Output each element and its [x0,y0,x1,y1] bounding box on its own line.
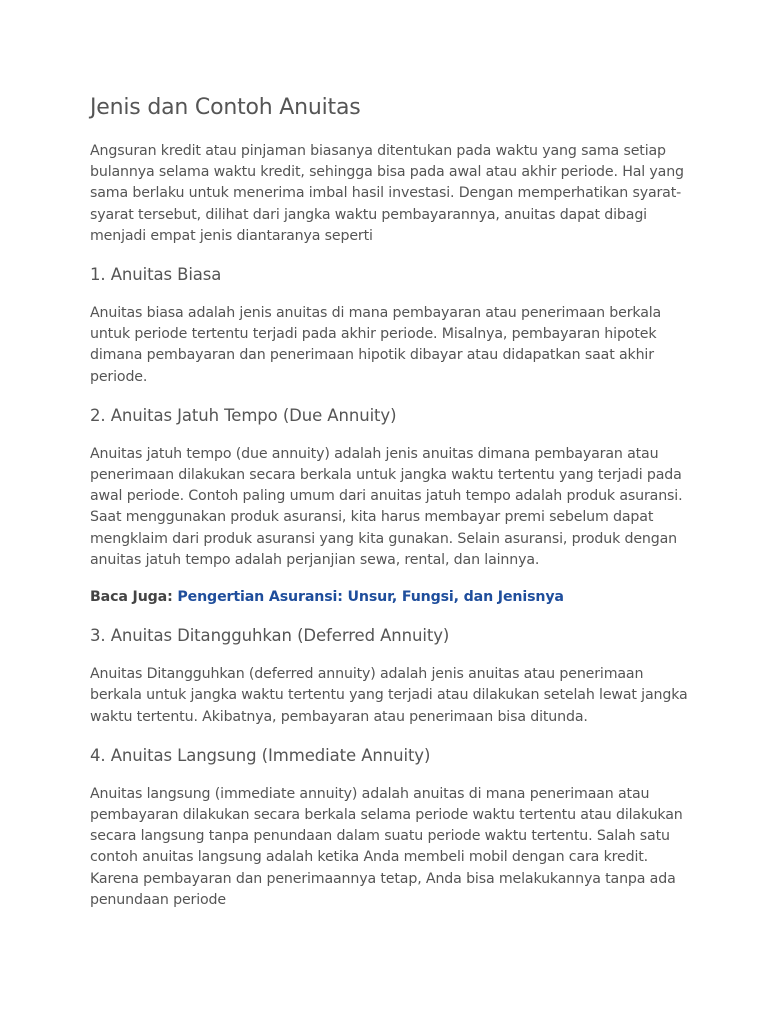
section-body-anuitas-ditangguhkan: Anuitas Ditangguhkan (deferred annuity) adalah jenis anuitas atau penerimaan berkala untuk jangka waktu tertentu yang terjadi atau dilakukan setelah lewat jangka waktu tertentu. Akibatnya, pembayaran atau penerimaan bisa ditunda. [90,666,688,725]
read-also-label: Baca Juga: [90,589,173,606]
intro-paragraph: Angsuran kredit atau pinjaman biasanya ditentukan pada waktu yang sama setiap bulannya selama waktu kredit, sehingga bisa pada awal atau akhir periode. Hal yang sama berlaku untuk menerima imbal hasil investasi. Dengan memperhatikan syarat-syarat tersebut, dilihat dari jangka waktu pembayarannya, anuitas dapat dibagi menjadi empat jenis diantaranya seperti [90,143,684,244]
section-body-anuitas-langsung: Anuitas langsung (immediate annuity) adalah anuitas di mana penerimaan atau pembayaran dilakukan secara berkala selama periode waktu tertentu atau dilakukan secara langsung tanpa penundaan dalam suatu periode waktu tertentu. Salah satu contoh anuitas langsung adalah ketika Anda membeli mobil dengan cara kredit. Karena pembayaran dan penerimaannya tetap, Anda bisa melakukannya tanpa ada penundaan periode [90,785,683,908]
read-also [90,587,690,608]
section-heading-anuitas-langsung: 4. Anuitas Langsung (Immediate Annuity) [90,745,431,765]
section-heading-anuitas-ditangguhkan: 3. Anuitas Ditangguhkan (Deferred Annuity) [90,626,450,646]
section-heading-anuitas-biasa: 1. Anuitas Biasa [90,265,222,285]
article [90,92,690,927]
article-title: Jenis dan Contoh Anuitas [90,95,361,120]
section-body-anuitas-biasa: Anuitas biasa adalah jenis anuitas di mana pembayaran atau penerimaan berkala untuk periode tertentu terjadi pada akhir periode. Misalnya, pembayaran hipotek dimana pembayaran dan penerimaan hipotik dibayar atau didapatkan saat akhir periode. [90,305,662,385]
section-body-anuitas-jatuh-tempo: Anuitas jatuh tempo (due annuity) adalah jenis anuitas dimana pembayaran atau penerimaan dilakukan secara berkala untuk jangka waktu tertentu yang terjadi pada awal periode. Contoh paling umum dari anuitas jatuh tempo adalah produk asuransi. Saat menggunakan produk asuransi, kita harus membayar premi sebelum dapat mengklaim dari produk asuransi yang kita gunakan. Selain asuransi, produk dengan anuitas jatuh tempo adalah perjanjian sewa, rental, dan lainnya. [90,445,683,568]
read-also-link[interactable]: Pengertian Asuransi: Unsur, Fungsi, dan Jenisnya [177,589,564,606]
section-heading-anuitas-jatuh-tempo: 2. Anuitas Jatuh Tempo (Due Annuity) [90,405,397,425]
